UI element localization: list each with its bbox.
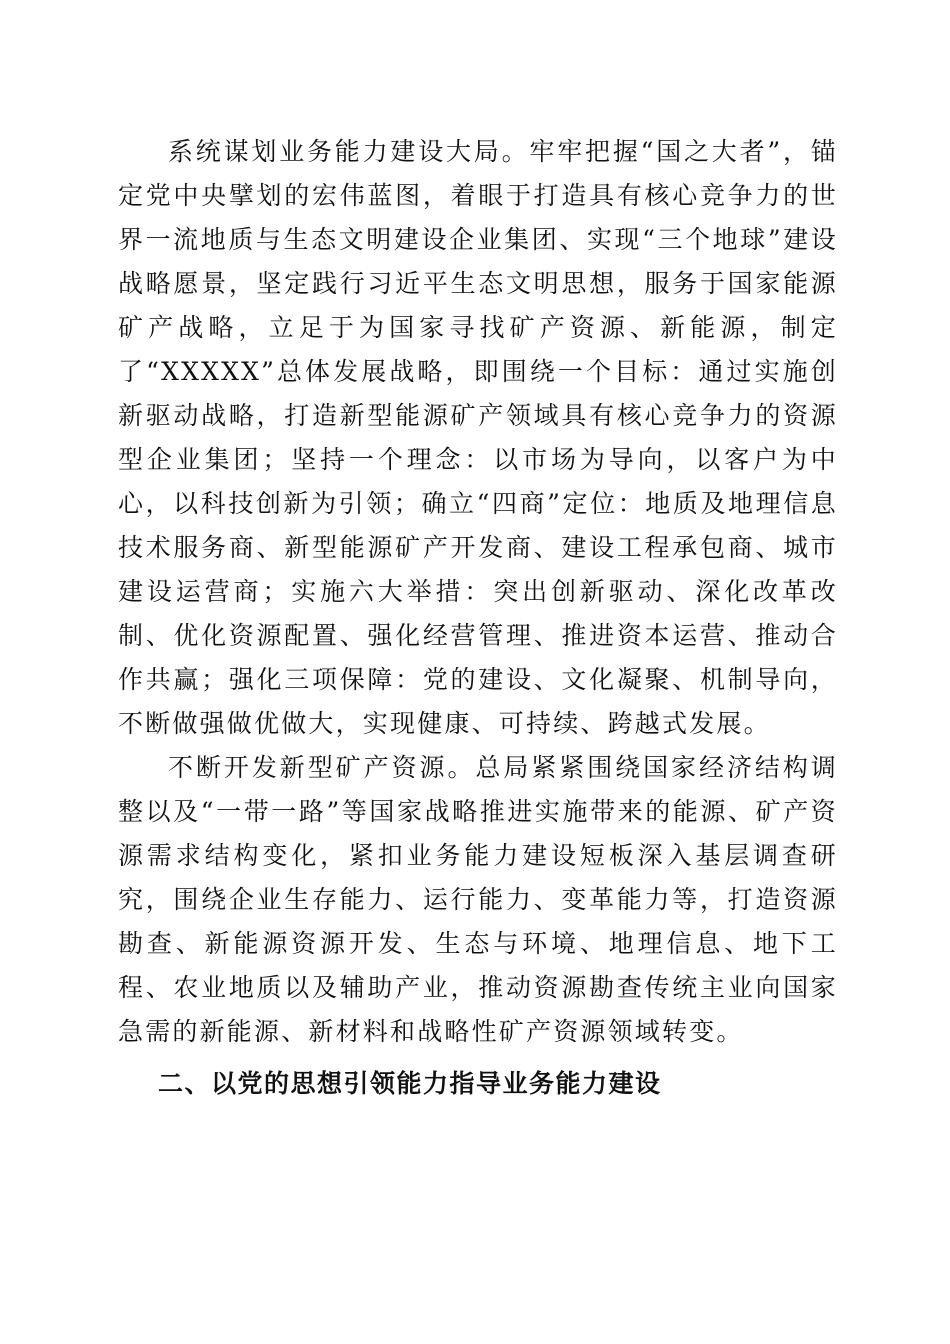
paragraph-2-body: 总局紧紧围绕国家经济结构调整以及“一带一路”等国家战略推进实施带来的能源、矿产资源需求结构变化，紧扣业务能力建设短板深入基层调查研究，围绕企业生存能力、运行能力、变革能力等，打造资源勘查、新能源资源开发、生态与环境、地理信息、地下工程、农业地质以及辅助产业，推动资源勘查传统主业向国家急需的新能源、新材料和战略性矿产资源领域转变。 [118,753,838,1046]
paragraph-1 [118,130,838,746]
paragraph-2 [118,746,838,1054]
paragraph-2-lead: 不断开发新型矿产资源。 [168,753,476,782]
document-body [118,130,838,1106]
paragraph-1-lead: 系统谋划业务能力建设大局。 [168,137,530,166]
section-heading: 二、以党的思想引领能力指导业务能力建设 [158,1069,662,1098]
paragraph-1-body: 牢牢把握“国之大者”，锚定党中央擘划的宏伟蓝图，着眼于打造具有核心竞争力的世界一流地质与生态文明建设企业集团、实现“三个地球”建设战略愿景，坚定践行习近平生态文明思想，服务于国家能源矿产战略，立足于为国家寻找矿产资源、新能源，制定了“XXXXX”总体发展战略，即围绕一个目标：通过实施创新驱动战略，打造新型能源矿产领域具有核心竞争力的资源型企业集团；坚持一个理念：以市场为导向，以客户为中心，以科技创新为引领；确立“四商”定位：地质及地理信息技术服务商、新型能源矿产开发商、建设工程承包商、城市建设运营商；实施六大举措：突出创新驱动、深化改革改制、优化资源配置、强化经营管理、推进资本运营、推动合作共赢；强化三项保障：党的建设、文化凝聚、机制导向，不断做强做优做大，实现健康、可持续、跨越式发展。 [118,137,838,738]
